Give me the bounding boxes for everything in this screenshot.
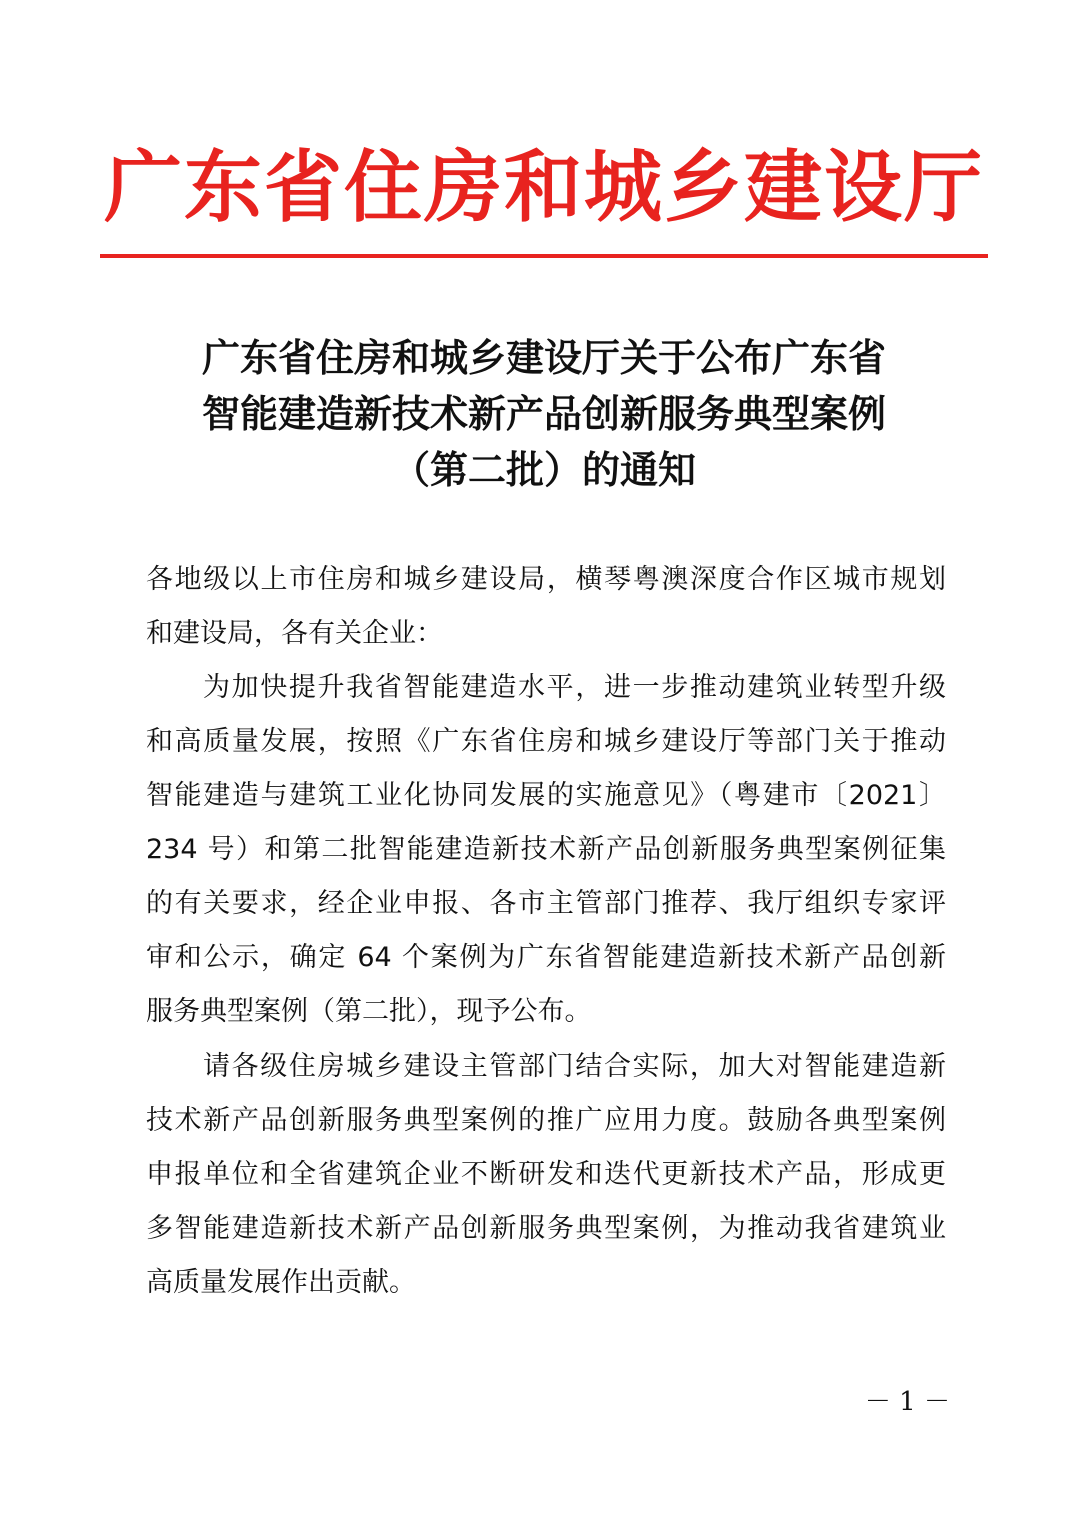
body-line-9: 服务典型案例（第二批），现予公布。 (146, 996, 592, 1027)
page-number: － 1 － (864, 1387, 950, 1417)
body-line-11: 技术新产品创新服务典型案例的推广应用力度。鼓励各典型案例 (146, 1105, 946, 1136)
body-line-10: 请各级住房城乡建设主管部门结合实际，加大对智能建造新 (203, 1051, 946, 1082)
notice-title-line-1: 广东省住房和城乡建设厅关于公布广东省 (201, 335, 886, 380)
body-line-4: 和高质量发展，按照《广东省住房和城乡建设厅等部门关于推动 (146, 726, 946, 757)
masthead-red-rule (100, 254, 988, 258)
body-line-3: 为加快提升我省智能建造水平，进一步推动建筑业转型升级 (203, 672, 946, 703)
body-line-12: 申报单位和全省建筑企业不断研发和迭代更新技术产品，形成更 (146, 1159, 946, 1190)
body-line-7: 的有关要求，经企业申报、各市主管部门推荐、我厅组织专家评 (146, 888, 946, 919)
body-line-6: 234 号）和第二批智能建造新技术新产品创新服务典型案例征集 (146, 834, 946, 865)
body-line-2: 和建设局，各有关企业： (146, 618, 443, 649)
notice-title-line-2: 智能建造新技术新产品创新服务典型案例 (201, 391, 886, 436)
body-line-8: 审和公示，确定 64 个案例为广东省智能建造新技术新产品创新 (146, 942, 946, 973)
body-line-5: 智能建造与建筑工业化协同发展的实施意见》（粤建市〔2021〕 (146, 780, 946, 811)
body-line-1: 各地级以上市住房和城乡建设局，横琴粤澳深度合作区城市规划 (146, 564, 946, 595)
body-line-14: 高质量发展作出贡献。 (146, 1267, 416, 1298)
masthead-org-name: 广东省住房和城乡建设厅 (103, 142, 984, 233)
body-line-13: 多智能建造新技术新产品创新服务典型案例，为推动我省建筑业 (146, 1213, 946, 1244)
notice-title-line-3: （第二批）的通知 (391, 447, 696, 492)
